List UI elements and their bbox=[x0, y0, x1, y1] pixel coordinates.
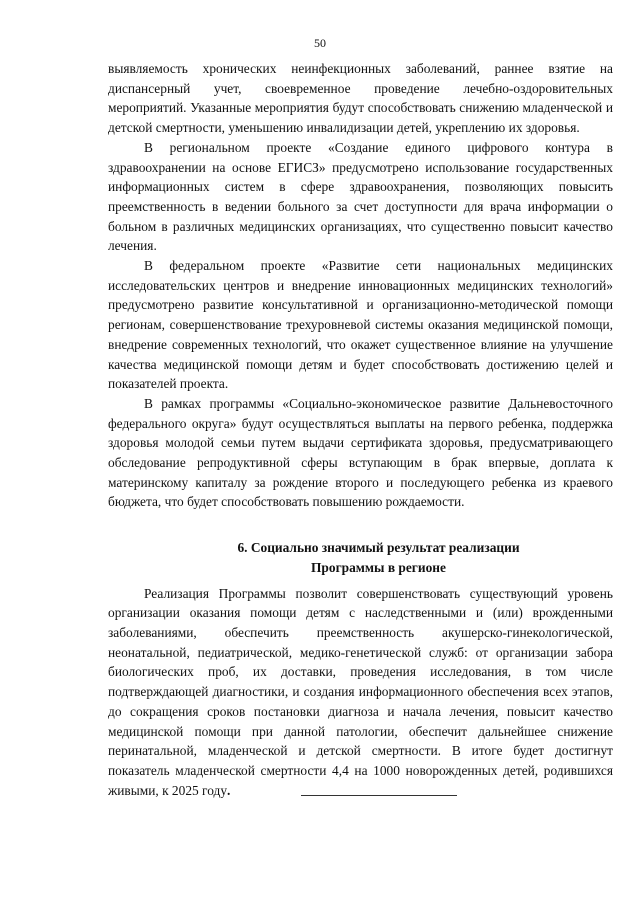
paragraph-continuation: выявляемость хронических неинфекционных заболеваний, раннее взятие на диспансерный учет, своевременное проведение лечебно-оздоровительных мероприятий. Указанные мероприятия будут способствовать снижению младенческой и детской смертности, уменьшению инвалидизации детей, укреплению их здоровья. bbox=[108, 61, 613, 136]
section-heading-line-1: 6. Социально значимый результат реализации bbox=[237, 540, 520, 556]
paragraph-federal-project: В федеральном проекте «Развитие сети национальных медицинских исследовательских центров и внедрение инновационных медицинских технологий» предусмотрено развитие консультативной и организационно-методической помощи регионам, совершенствование трехуровневой системы оказания медицинской помощи, внедрение современных технологий, что окажет существенное влияние на улучшение качества медицинской помощи детям и будет способствовать достижению целей и показателей проекта. bbox=[108, 258, 613, 392]
page-number: 50 bbox=[314, 36, 326, 50]
paragraph-program-result-end: . bbox=[227, 782, 231, 798]
paragraph-program-result-text: Реализация Программы позволит совершенствовать существующий уровень организации оказания помощи детям с наследственными и (или) врожденными заболеваниями, обеспечить преемственность акушерско-гинекологической, неонатальной, педиатрической, медико-генетической служб: от организации забора биологических проб, их доставки, проведения исследования, в том числе подтверждающей диагностики, и создания информационного обеспечения всех этапов, до сокращения сроков постановки диагноза и начала лечения, повысит качество медицинской помощи при данной патологии, обеспечит дальнейшее снижение перинатальной, младенческой и детской смертности. В итоге будет достигнут показатель младенческой смертности 4,4 на 1000 новорожденных детей, родившихся живыми, к 2025 году bbox=[108, 585, 613, 798]
section-heading-line-2: Программы в регионе bbox=[311, 559, 446, 575]
footer-rule bbox=[301, 795, 457, 796]
section-heading bbox=[108, 538, 613, 577]
paragraph-far-east-program: В рамках программы «Социально-экономическое развитие Дальневосточного федерального округа» будут осуществляться выплаты на первого ребенка, поддержка здоровья молодой семьи путем выдачи сертификата здоровья, предусматривающего обследование репродуктивной сферы вступающим в брак впервые, доплата к материнскому капиталу за рождение второго и последующего ребенка из краевого бюджета, что будет способствовать повышению рождаемости. bbox=[108, 395, 613, 510]
paragraph-program-result bbox=[108, 584, 613, 801]
document-body bbox=[108, 59, 613, 800]
paragraph-regional-project: В региональном проекте «Создание единого цифрового контура в здравоохранении на основе ЕГИСЗ» предусмотрено использование государственных информационных систем в сфере здравоохранения, позволяющих повысить преемственность в ведении больного за счет доступности для врача информации о больном в различных медицинских организациях, что существенно повысит качество лечения. bbox=[108, 139, 613, 254]
